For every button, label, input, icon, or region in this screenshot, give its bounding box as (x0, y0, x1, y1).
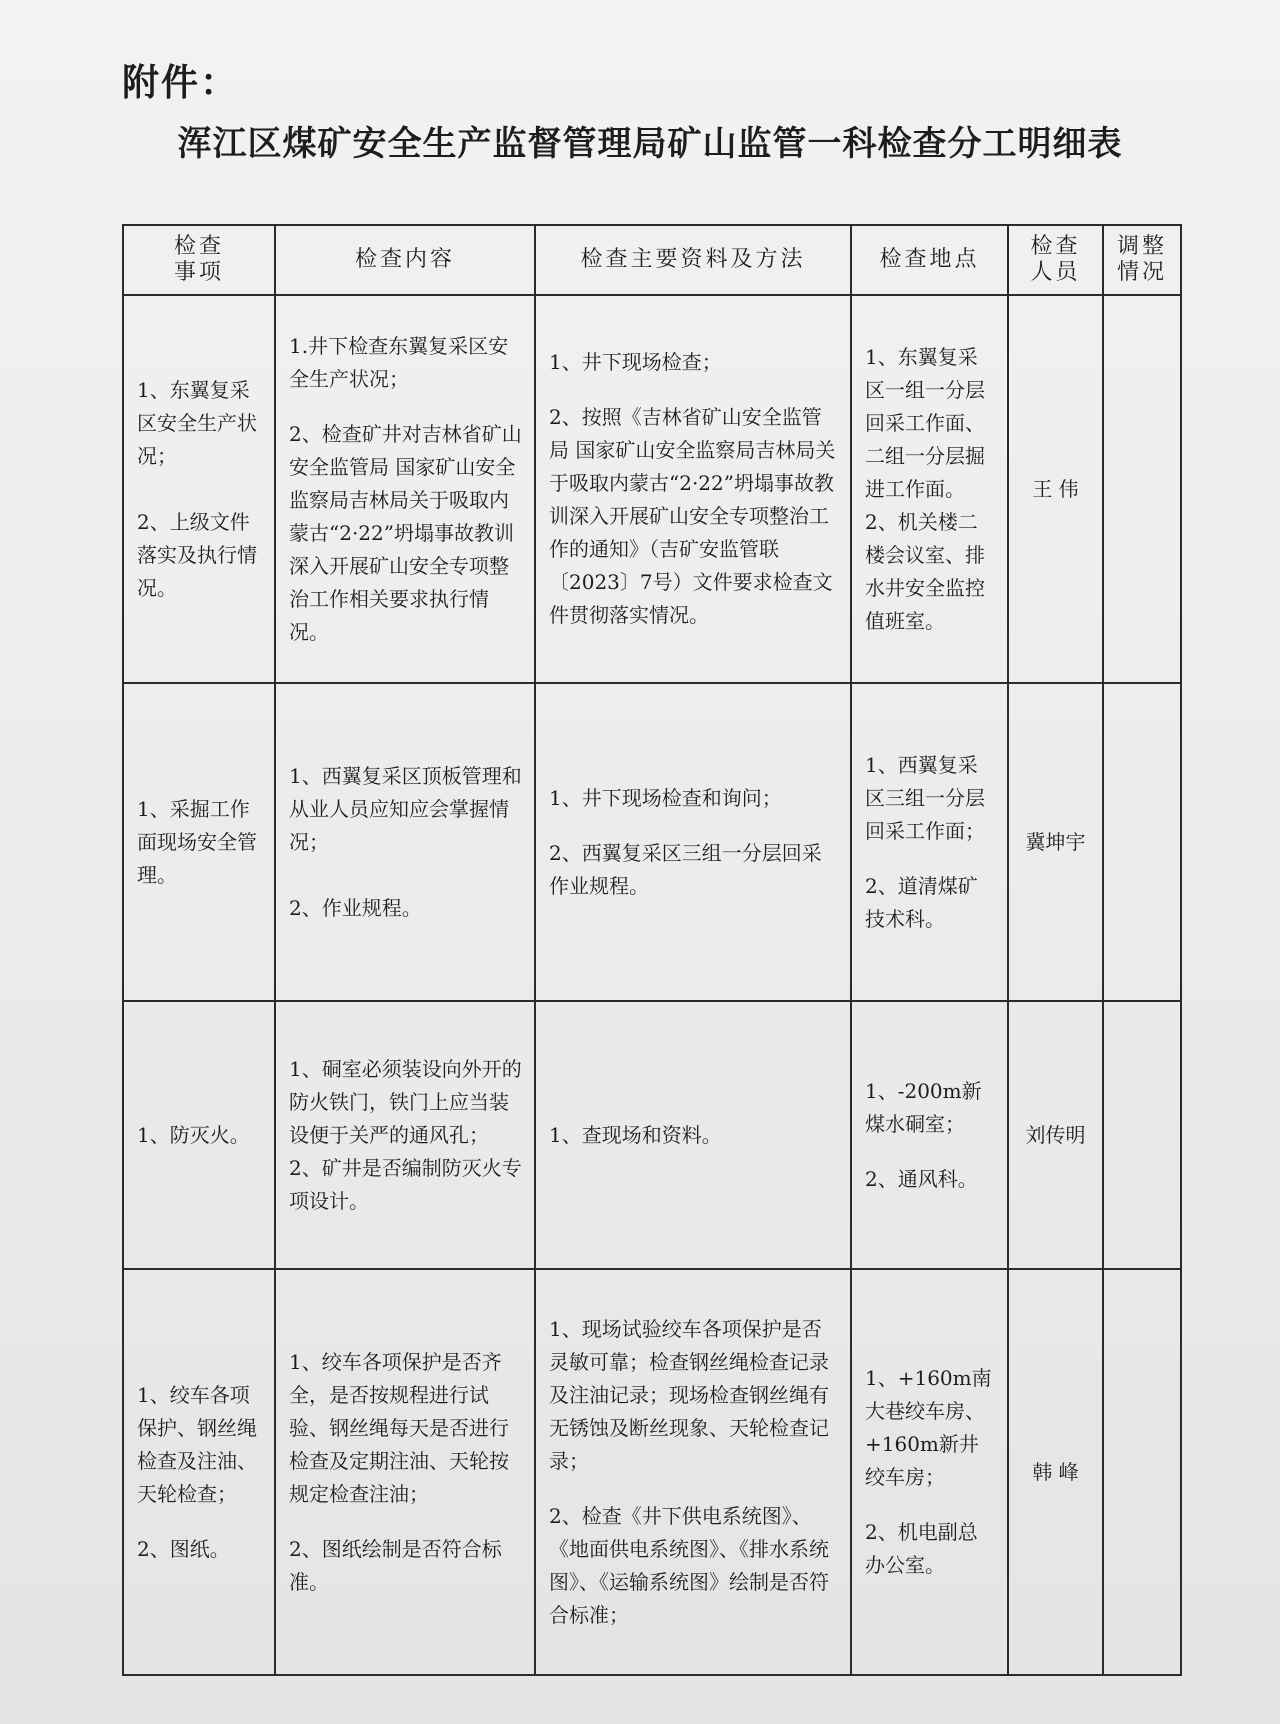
adjust-cell (1103, 683, 1181, 1001)
content-text: 2、检查矿井对吉林省矿山安全监管局 国家矿山安全监察局吉林局关于吸取内蒙古“2·22”坍塌事故教训深入开展矿山安全专项整治工作相关要求执行情况。 (289, 421, 522, 644)
table-row (123, 683, 1181, 1001)
adjust-cell (1103, 295, 1181, 683)
location-text: 1、西翼复采区三组一分层回采工作面； (865, 752, 985, 843)
content-cell (275, 295, 535, 683)
header-row (123, 225, 1181, 295)
adjust-cell (1103, 1269, 1181, 1675)
header-adjust: 调整 情况 (1103, 225, 1181, 295)
method-cell (535, 683, 851, 1001)
method-text: 2、西翼复采区三组一分层回采作业规程。 (549, 840, 822, 898)
content-text: 1、绞车各项保护是否齐全，是否按规程进行试验、钢丝绳每天是否进行检查及定期注油、天轮按规定检查注油； (289, 1349, 509, 1506)
item-text: 1、绞车各项保护、钢丝绳检查及注油、天轮检查； (137, 1382, 257, 1506)
content-text: 1、硐室必须装设向外开的防火铁门，铁门上应当装设便于关严的通风孔； (289, 1056, 522, 1147)
location-text: 1、+160m南大巷绞车房、+160m新井绞车房； (865, 1366, 992, 1489)
item-cell (123, 683, 275, 1001)
content-cell (275, 683, 535, 1001)
person-cell: 王 伟 (1008, 295, 1103, 683)
inspection-table (122, 224, 1182, 1676)
location-cell (851, 1269, 1008, 1675)
method-text: 1、查现场和资料。 (549, 1122, 722, 1147)
method-cell (535, 1001, 851, 1269)
person-cell: 刘传明 (1008, 1001, 1103, 1269)
item-text: 2、图纸。 (137, 1536, 230, 1561)
item-text: 1、防灭火。 (137, 1122, 250, 1147)
location-text: 1、东翼复采区一组一分层回采工作面、二组一分层掘进工作面。 (865, 344, 985, 501)
method-text: 2、检查《井下供电系统图》、《地面供电系统图》、《排水系统图》、《运输系统图》绘制是否符合标准； (549, 1503, 829, 1627)
table-row (123, 1001, 1181, 1269)
table-row (123, 1269, 1181, 1675)
location-text: 2、通风科。 (865, 1166, 978, 1191)
method-text: 1、现场试验绞车各项保护是否灵敏可靠；检查钢丝绳检查记录及注油记录；现场检查钢丝绳有无锈蚀及断丝现象、天轮检查记录； (549, 1316, 829, 1473)
location-text: 1、-200m新煤水硐室； (865, 1078, 982, 1136)
location-text: 2、机关楼二楼会议室、排水井安全监控值班室。 (865, 509, 985, 633)
location-cell (851, 683, 1008, 1001)
item-cell (123, 1269, 275, 1675)
method-cell (535, 295, 851, 683)
item-cell (123, 295, 275, 683)
document-title: 浑江区煤矿安全生产监督管理局矿山监管一科检查分工明细表 (177, 124, 1123, 164)
content-cell (275, 1269, 535, 1675)
content-text: 1.井下检查东翼复采区安全生产状况； (289, 333, 509, 391)
content-text: 2、图纸绘制是否符合标准。 (289, 1536, 502, 1594)
header-content: 检查内容 (275, 225, 535, 295)
item-text: 1、东翼复采区安全生产状况； (137, 377, 257, 468)
item-text: 1、采掘工作面现场安全管理。 (137, 796, 257, 887)
adjust-cell (1103, 1001, 1181, 1269)
method-cell (535, 1269, 851, 1675)
location-cell (851, 295, 1008, 683)
table-row (123, 295, 1181, 683)
content-text: 1、西翼复采区顶板管理和从业人员应知应会掌握情况； (289, 763, 522, 854)
header-person: 检查 人员 (1008, 225, 1103, 295)
location-text: 2、机电副总办公室。 (865, 1520, 978, 1577)
header-item: 检查 事项 (123, 225, 275, 295)
content-cell (275, 1001, 535, 1269)
person-cell: 韩 峰 (1008, 1269, 1103, 1675)
header-method: 检查主要资料及方法 (535, 225, 851, 295)
content-text: 2、作业规程。 (289, 895, 422, 920)
method-text: 1、井下现场检查和询问； (549, 785, 782, 810)
item-text: 2、上级文件落实及执行情况。 (137, 509, 257, 600)
method-text: 1、井下现场检查； (549, 350, 722, 374)
header-location: 检查地点 (851, 225, 1008, 295)
content-text: 2、矿井是否编制防灭火专项设计。 (289, 1155, 522, 1213)
attachment-label: 附件： (122, 61, 239, 104)
item-cell (123, 1001, 275, 1269)
person-cell: 冀坤宇 (1008, 683, 1103, 1001)
method-text: 2、按照《吉林省矿山安全监管局 国家矿山安全监察局吉林局关于吸取内蒙古“2·22”坍塌事故教训深入开展矿山安全专项整治工作的通知》（吉矿安监管联〔2023〕7号）文件要求检查文件贯彻落实情况。 (549, 405, 836, 627)
location-cell (851, 1001, 1008, 1269)
location-text: 2、道清煤矿技术科。 (865, 873, 978, 931)
